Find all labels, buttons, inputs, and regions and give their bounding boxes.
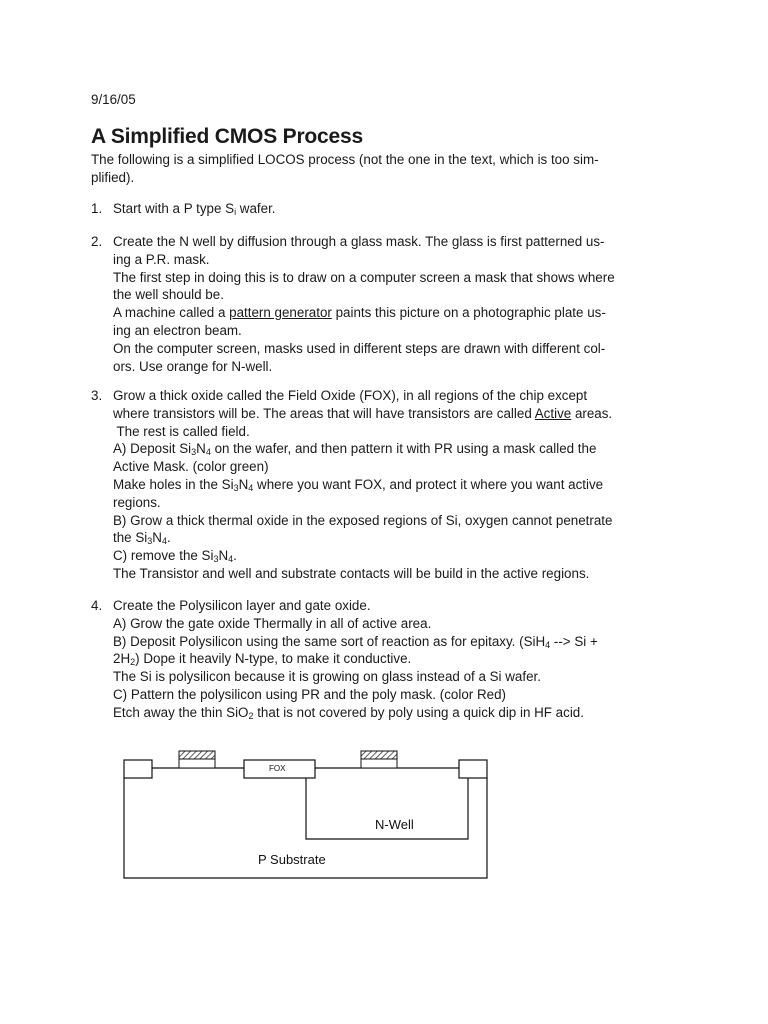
item-line: On the computer screen, masks used in different steps are drawn with different col- <box>113 340 606 356</box>
document-title: A Simplified CMOS Process <box>91 125 363 148</box>
item-line: Grow a thick oxide called the Field Oxide (FOX), in all regions of the chip except <box>113 388 588 403</box>
item-line: The rest is called field. <box>113 423 250 439</box>
p-substrate-label: P Substrate <box>258 852 326 867</box>
item-line: A) Grow the gate oxide Thermally in all of active area. <box>113 615 432 631</box>
item-number: 1. <box>91 201 103 216</box>
poly-gate-left <box>179 751 215 759</box>
item-line: ing an electron beam. <box>113 322 242 338</box>
document-date: 9/16/05 <box>91 92 136 107</box>
field-oxide-left <box>124 760 152 778</box>
item-line: the well should be. <box>113 287 224 303</box>
item-line: C) Pattern the polysilicon using PR and the poly mask. (color Red) <box>113 686 506 702</box>
item-line: The Si is polysilicon because it is growing on glass instead of a Si wafer. <box>113 669 541 685</box>
item-number: 4. <box>91 598 103 613</box>
item-body <box>113 200 675 218</box>
item-line: Create the N well by diffusion through a glass mask. The glass is first patterned us- <box>113 234 605 249</box>
item-line: The first step in doing this is to draw on a computer screen a mask that shows where <box>113 269 615 285</box>
item-number: 2. <box>91 234 103 249</box>
item-line: The Transistor and well and substrate contacts will be build in the active regions. <box>113 565 590 581</box>
fox-label: FOX <box>269 764 286 773</box>
item-body <box>113 387 675 583</box>
pattern-generator-term: pattern generator <box>229 305 332 321</box>
active-term: Active <box>534 405 572 421</box>
item-line: ors. Use orange for N-well. <box>113 358 273 374</box>
item-line: ing a P.R. mask. <box>113 251 210 267</box>
item-number: 3. <box>91 388 103 403</box>
item-line: B) Grow a thick thermal oxide in the exposed regions of Si, oxygen cannot penetrate <box>113 512 613 528</box>
item-line: A) Deposit $Si_3N_4$ on the wafer, and then pattern it with PR using a mask called the <box>113 441 597 458</box>
item-line: Start with a P type $S_i$ wafer. <box>113 201 276 217</box>
item-line: the $Si_3N_4$. <box>113 530 171 547</box>
gate-oxide-right <box>361 759 397 768</box>
item-line: Create the Polysilicon layer and gate oxide. <box>113 598 371 613</box>
item-line: C) remove the $Si_3N_4$. <box>113 548 237 565</box>
item-line: regions. <box>113 494 161 510</box>
item-line: Etch away the thin SiO$_2$ that is not covered by poly using a quick dip in HF acid. <box>113 704 584 721</box>
n-well-label: N-Well <box>375 817 414 832</box>
item-body <box>113 233 675 375</box>
item-line: B) Deposit Polysilicon using the same sort of reaction as for epitaxy. (SiH$_4$ --> Si + <box>113 633 598 650</box>
item-line: where transistors will be. The areas that will have transistors are called Active areas. <box>113 405 613 421</box>
item-body <box>113 597 675 722</box>
field-oxide-right <box>459 760 487 778</box>
item-line: $2H_2$) Dope it heavily N-type, to make it conductive. <box>113 651 412 668</box>
item-line: Make holes in the $Si_3N_4$ where you want FOX, and protect it where you want active <box>113 476 604 493</box>
intro-line: plified). <box>91 169 135 185</box>
poly-gate-right <box>361 751 397 759</box>
gate-oxide-left <box>179 759 215 768</box>
cmos-cross-section-diagram <box>118 744 498 884</box>
intro-line: The following is a simplified LOCOS process (not the one in the text, which is too sim- <box>91 152 599 167</box>
item-line: A machine called a pattern generator paints this picture on a photographic plate us- <box>113 305 606 321</box>
item-line: Active Mask. (color green) <box>113 459 269 475</box>
intro-paragraph <box>91 151 671 187</box>
